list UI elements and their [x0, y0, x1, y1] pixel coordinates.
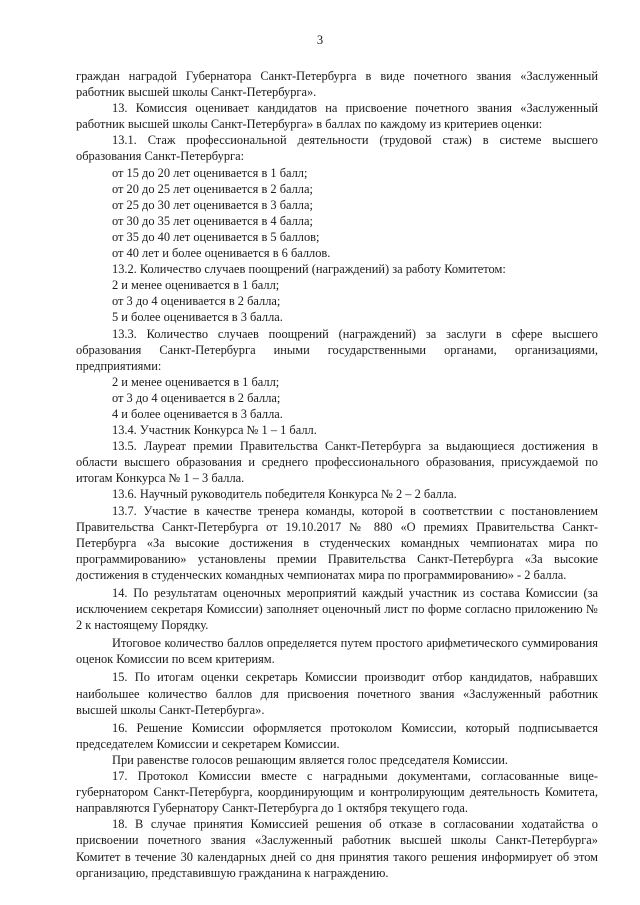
paragraph: 13.1. Стаж профессиональной деятельности (трудовой стаж) в системе высшего образования Санкт-Петербурга: [76, 133, 598, 164]
list-item: 4 и более оценивается в 3 балла. [112, 406, 283, 421]
paragraph: 13.3. Количество случаев поощрений (награждений) за заслуги в сфере высшего образования Санкт-Петербурга иными государственными органами, организациями, предприятиями: [76, 326, 598, 373]
list-item: от 15 до 20 лет оценивается в 1 балл; [112, 165, 308, 180]
paragraph: 13.6. Научный руководитель победителя Конкурса № 2 – 2 балла. [112, 487, 457, 502]
paragraph: 13.7. Участие в качестве тренера команды, которой в соответствии с постановлением Правительства Санкт-Петербурга от 19.10.2017 № 880 «О премиях Правительства Санкт-Петербурга «За высокие достижения в студенческих командных чемпионатах мира по программированию» установлены премии Правительства Санкт-Петербурга «За высокие достижения в студенческих командных чемпионатах мира по программированию» - 2 балла. [76, 503, 598, 582]
list-item: от 30 до 35 лет оценивается в 4 балла; [112, 213, 313, 228]
paragraph: 13.4. Участник Конкурса № 1 – 1 балл. [112, 423, 317, 438]
list-item: от 20 до 25 лет оценивается в 2 балла; [112, 181, 313, 196]
list-item: 2 и менее оценивается в 1 балл; [112, 278, 280, 293]
list-item: 2 и менее оценивается в 1 балл; [112, 374, 280, 389]
page-number: 3 [316, 33, 324, 47]
paragraph: 13.2. Количество случаев поощрений (награждений) за работу Комитетом: [112, 262, 506, 277]
paragraph: граждан наградой Губернатора Санкт-Петербурга в виде почетного звания «Заслуженный работник высшей школы Санкт-Петербурга». [76, 69, 598, 100]
list-item: от 35 до 40 лет оценивается в 5 баллов; [112, 229, 320, 244]
list-item: от 40 лет и более оценивается в 6 баллов. [112, 246, 331, 261]
paragraph: 16. Решение Комиссии оформляется протоколом Комиссии, который подписывается председателем Комиссии и секретарем Комиссии. [76, 720, 598, 751]
list-item: от 3 до 4 оценивается в 2 балла; [112, 294, 281, 309]
list-item: от 3 до 4 оценивается в 2 балла; [112, 390, 281, 405]
paragraph: 18. В случае принятия Комиссией решения об отказе в согласовании ходатайства о присвоении почетного звания «Заслуженный работник высшей школы Санкт-Петербурга» Комитет в течение 30 календарных дней со дня принятия такого решения информирует об этом организацию, представившую гражданина к награждению. [76, 817, 598, 880]
paragraph: 15. По итогам оценки секретарь Комиссии производит отбор кандидатов, набравших наибольшее количество баллов для присвоения почетного звания «Заслуженный работник высшей школы Санкт-Петербурга». [76, 670, 598, 717]
paragraph: 13.5. Лауреат премии Правительства Санкт-Петербурга за выдающиеся достижения в области высшего образования и среднего профессионального образования, присуждаемой по итогам Конкурса № 1 – 3 балла. [76, 439, 598, 486]
paragraph: 17. Протокол Комиссии вместе с наградными документами, согласованные вице-губернатором Санкт-Петербурга, координирующим и контролирующим деятельность Комитета, направляются Губернатору Санкт-Петербурга до 1 октября текущего года. [76, 769, 598, 816]
paragraph: Итоговое количество баллов определяется путем простого арифметического суммирования оценок Комиссии по всем критериям. [76, 636, 598, 667]
paragraph: При равенстве голосов решающим является голос председателя Комиссии. [112, 752, 508, 767]
list-item: от 25 до 30 лет оценивается в 3 балла; [112, 197, 313, 212]
list-item: 5 и более оценивается в 3 балла. [112, 310, 283, 325]
paragraph: 13. Комиссия оценивает кандидатов на присвоение почетного звания «Заслуженный работник высшей школы Санкт-Петербурга» в баллах по каждому из критериев оценки: [76, 101, 598, 132]
document-body [76, 68, 598, 881]
paragraph: 14. По результатам оценочных мероприятий каждый участник из состава Комиссии (за исключением секретаря Комиссии) заполняет оценочный лист по форме согласно приложению № 2 к настоящему Порядку. [76, 586, 598, 633]
